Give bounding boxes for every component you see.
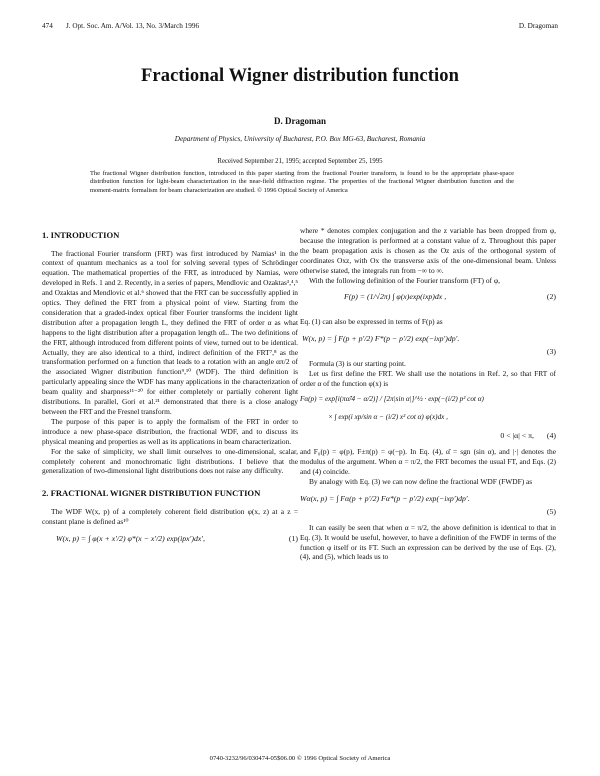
right-paragraph-5: Let us first define the FRT. We shall use the notations in Ref. 2, so that FRT of order α of the function φ(x) is <box>300 369 556 389</box>
equation-5-body: Wα(x, p) = ∫ Fα(p + p′/2) Fα*(p − p′/2) exp(−ixp′)dp′. <box>300 493 470 503</box>
right-paragraph-8: It can easily be seen that when α = π/2, the above definition is identical to that in Eq. (3). It would be useful, however, to have a definition of the FWDF in terms of the function φ itself or its FT. Such an expression can be derived by the use of Eqs. (2), (4), and (5), which leads us to <box>300 522 556 562</box>
equation-4-condition: 0 < |α| < π, <box>500 431 534 441</box>
running-author: D. Dragoman <box>518 22 558 30</box>
equation-1-number: (1) <box>288 533 298 543</box>
right-paragraph-1: where * denotes complex conjugation and the z variable has been dropped from φ, because the integration is performed at a constant value of z. Throughout this paper the beam propagation axis is chosen as the Oz axis of the orthogonal system of coordinates Oxz, with Ox the transverse axis of the one-dimensional beam. Unless otherwise stated, the integrals run from −∞ to ∞. <box>300 226 556 275</box>
section-heading-fwdf: 2. FRACTIONAL WIGNER DISTRIBUTION FUNCTION <box>42 488 261 499</box>
equation-5 <box>300 487 556 519</box>
intro-paragraph-2: The purpose of this paper is to apply the formalism of the FRT in order to introduce a new phase-space distribution, the fractional WDF, and to discuss its physical meaning and properties as well as its applications in beam characterization. <box>42 416 298 446</box>
equation-5-number: (5) <box>546 506 556 516</box>
section-heading-introduction: 1. INTRODUCTION <box>42 230 120 240</box>
author-name: D. Dragoman <box>274 116 326 126</box>
right-column <box>300 226 556 562</box>
equation-1-body: W(x, p) = ∫ φ(x + x′/2) φ*(x − x′/2) exp(ipx′)dx′, <box>56 533 205 543</box>
intro-paragraph-3: For the sake of simplicity, we shall limit ourselves to one-dimensional, scalar, completely coherent and monochromatic light distributions. I believe that the generalization of two-dimensional light distributions does not raise any difficulty. <box>42 446 298 476</box>
paper-title: Fractional Wigner distribution function <box>141 66 459 86</box>
sec2-paragraph-1: The WDF W(x, p) of a completely coherent field distribution φ(x, z) at a z = constant plane is defined as¹⁰ <box>42 506 298 526</box>
journal-citation: J. Opt. Soc. Am. A/Vol. 13, No. 3/March 1996 <box>66 22 200 30</box>
right-paragraph-4: Formula (3) is our starting point. <box>309 359 406 369</box>
equation-4 <box>300 389 556 447</box>
right-paragraph-3: Eq. (1) can also be expressed in terms of F(p) as <box>300 317 443 327</box>
page-number: 474 <box>42 22 53 30</box>
equation-3-number: (3) <box>546 347 556 357</box>
equation-2-number: (2) <box>546 292 556 302</box>
intro-paragraph-1: The fractional Fourier transform (FRT) was first introduced by Namias¹ in the context of quantum mechanics as a tool for solving several types of Schrödinger equation. The mathematical properties of the FRT, as introduced by Namias, were developed in Refs. 1 and 2. Recently, in a series of papers, Mendlovic and Ozaktas³,⁴,⁵ and Ozaktas and Mendlovic et al.⁶ showed that the FRT can be successfully applied in optics. They defined the FRT from a physical point of view. Starting from the consideration that a graded-index optical fiber Fourier transforms the incident light distribution after a propagation length L, they defined the FRT of order α as what happens to the light distribution after a propagation length αL. The two definitions of the FRT, although introduced from different points of view, turned out to be identical. Actually, they are also identical to a third, indirect definition of the FRT⁷,⁸ as the transformation performed on a function that leads to a rotation with an angle απ/2 of the associated Wigner distribution function⁹,¹⁰ (WDF). The third definition is particularly appealing since the WDF has many applications in the characterization of beam quality and sharpness¹¹⁻²⁰ for either completely or partially coherent light distributions. In parallel, Gori et al.²¹ demonstrated that there is a close analogy between the FRT and the Fresnel transform. <box>42 248 298 416</box>
left-column <box>42 226 298 553</box>
equation-2 <box>300 285 556 317</box>
right-paragraph-2: With the following definition of the Fourier transform (FT) of φ, <box>309 275 500 285</box>
affiliation: Department of Physics, University of Bucharest, P.O. Box MG-63, Bucharest, Romania <box>174 135 426 143</box>
equation-2-body: F(p) = (1/√2π) ∫ φ(x)exp(ixp)dx , <box>344 292 447 302</box>
equation-4-number: (4) <box>546 431 556 441</box>
equation-3-body: W(x, p) = ∫ F(p + p′/2) F*(p − p′/2) exp(−ixp′)dp′. <box>302 334 460 344</box>
equation-4-line-1: Fα(p) = exp[i(πα̂/4 − α/2)] / [2π|sin α|]^½ · exp(−(i/2) p² cot α) <box>300 395 484 404</box>
equation-3 <box>300 327 556 359</box>
right-paragraph-6: and F₀(p) = φ(p), F±π(p) = φ(−p). In Eq. (4), α̂ = sgn (sin α), and |·| denotes the modulus of the argument. When α = π/2, the FRT becomes the usual FT, and Eqs. (2) and (4) coincide. <box>300 447 556 476</box>
footer-copyright: 0740-3232/96/030474-05$06.00 © 1996 Optical Society of America <box>209 755 391 762</box>
abstract: The fractional Wigner distribution function, introduced in this paper starting from the fractional Fourier transform, is found to be the appropriate phase-space distribution function for light-beam characterization in the near-field diffraction regime. The properties of the fractional Wigner distribution function and the moment-matrix formalism for beam characterization are studied. © 1996 Optical Society of America <box>90 170 514 194</box>
equation-4-line-2: × ∫ exp(i xp/sin α − (i/2) x² cot α) φ(x)dx , <box>328 413 448 422</box>
received-dates: Received September 21, 1995; accepted September 25, 1995 <box>217 158 383 165</box>
equation-1 <box>42 527 298 553</box>
right-paragraph-7: By analogy with Eq. (3) we can now define the fractional WDF (FWDF) as <box>309 476 533 486</box>
